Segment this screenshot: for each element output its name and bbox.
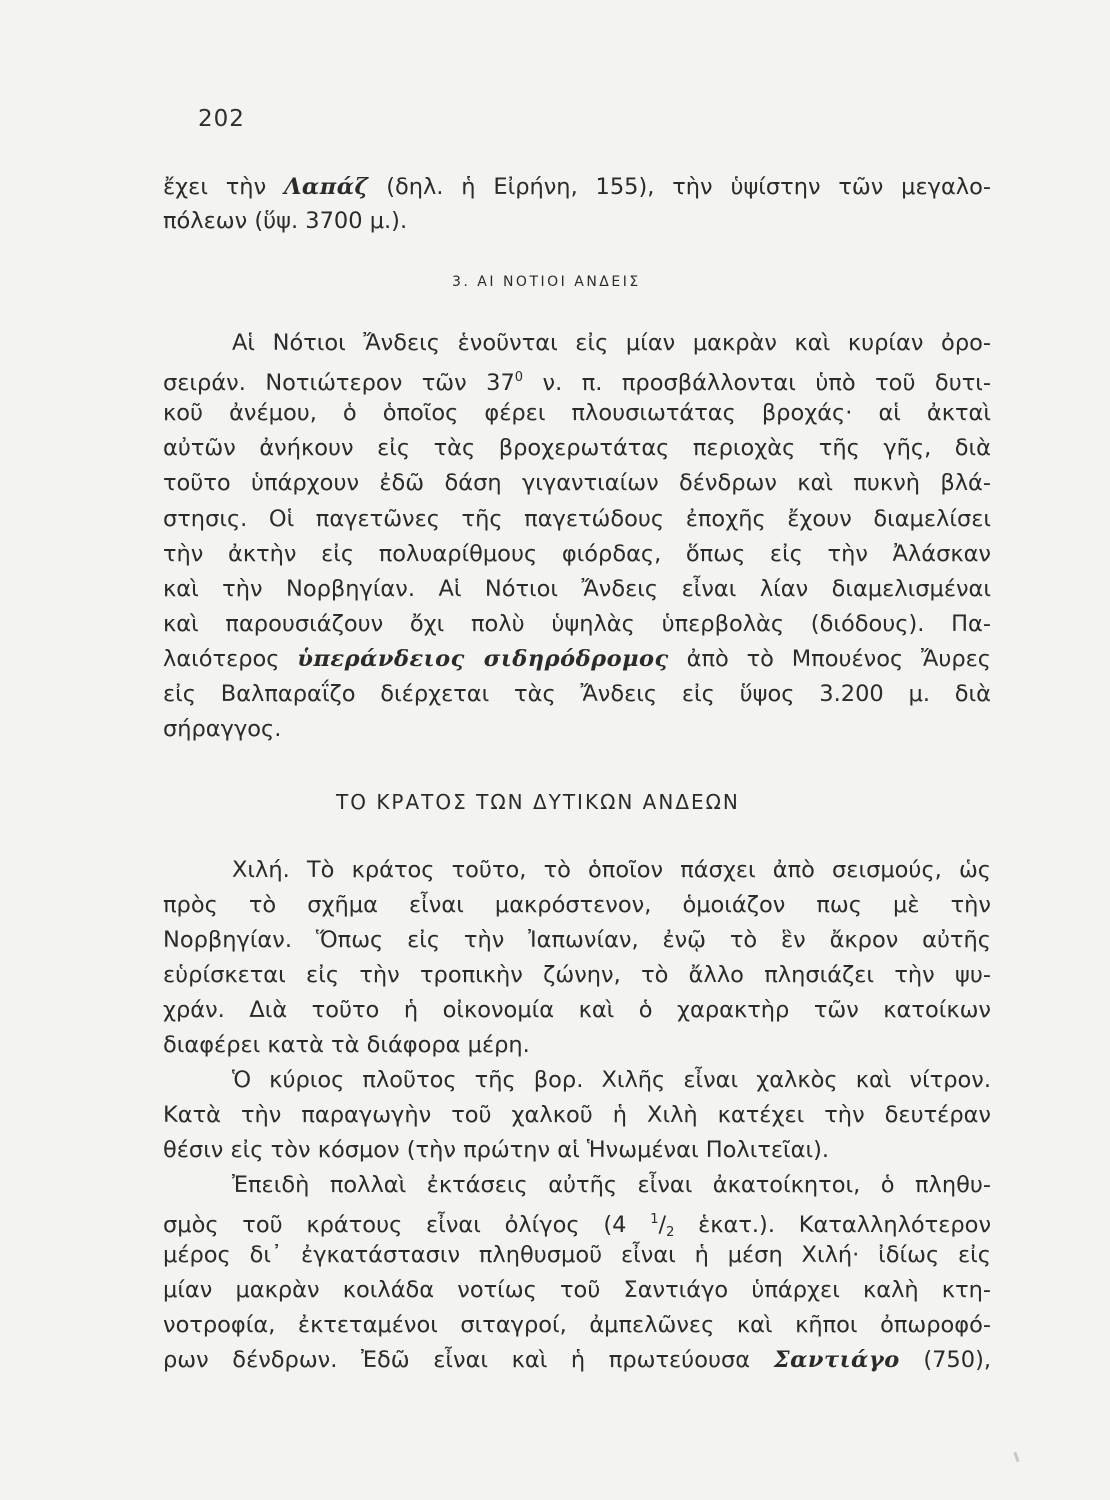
text-fragment: ρων δένδρων. Ἐδῶ εἶναι καὶ ἡ πρωτεύουσα	[163, 1347, 751, 1373]
text-line	[163, 361, 991, 400]
text-line: διαφέρει κατὰ τὰ διάφορα μέρη.	[163, 1032, 530, 1058]
scan-speck	[1013, 1452, 1019, 1462]
text-line: Αἱ Νότιοι Ἄνδεις ἑνοῦνται εἰς μίαν μακρὰν καὶ κυρίαν ὀρο-	[232, 330, 991, 356]
text-fragment: ἑκατ.). Καταλληλότερον	[698, 1212, 992, 1238]
text-fragment: ἀπὸ τὸ Μπουένος Ἄυρες	[686, 646, 991, 672]
text-fragment: σειράν. Νοτιώτερον τῶν 37	[163, 370, 515, 396]
text-fragment: ν. π. προσβάλλονται ὑπὸ τοῦ δυτι-	[542, 370, 991, 396]
text-line: μέρος δι᾽ ἐγκατάστασιν πληθυσμοῦ εἶναι ἡ μέση Χιλή· ἰδίως εἰς	[163, 1242, 991, 1268]
text-line: τὴν ἀκτὴν εἰς πολυαρίθμους φιόρδας, ὅπως εἰς τὴν Ἀλάσκαν	[163, 541, 991, 567]
text-line: πρὸς τὸ σχῆμα εἶναι μακρόστενον, ὁμοιάζον πως μὲ τὴν	[163, 892, 991, 918]
run-in-heading: Χιλή.	[232, 857, 290, 883]
emphasized-term: ὑπεράνδειος σιδηρόδρομος	[297, 646, 669, 672]
text-line	[163, 170, 991, 204]
text-line: πόλεων (ὕψ. 3700 μ.).	[163, 208, 408, 234]
fraction-numerator: 1	[650, 1212, 659, 1227]
text-fragment: σμὸς τοῦ κράτους εἶναι ὀλίγος (4	[163, 1212, 627, 1238]
text-line: Ὁ κύριος πλοῦτος τῆς βορ. Χιλῆς εἶναι χαλκὸς καὶ νίτρον.	[232, 1067, 991, 1093]
section-heading: 3. ΑΙ ΝΟΤΙΟΙ ΑΝΔΕΙΣ	[452, 274, 641, 290]
text-line: κοῦ ἀνέμου, ὁ ὁποῖος φέρει πλουσιωτάτας βροχάς· αἱ ἀκταὶ	[163, 400, 991, 426]
text-line: τοῦτο ὑπάρχουν ἐδῶ δάση γιγαντιαίων δένδρων καὶ πυκνὴ βλά-	[163, 470, 991, 496]
text-fragment: λαιότερος	[163, 646, 280, 672]
text-line: σήραγγος.	[163, 716, 282, 742]
text-fragment: ἔχει τὴν	[163, 174, 267, 200]
fraction-denominator: 2	[666, 1225, 675, 1240]
text-line: Κατὰ τὴν παραγωγὴν τοῦ χαλκοῦ ἡ Χιλὴ κατέχει τὴν δευτέραν	[163, 1102, 991, 1128]
text-line: Ἐπειδὴ πολλαὶ ἐκτάσεις αὐτῆς εἶναι ἀκατοίκητοι, ὁ πληθυ-	[232, 1172, 991, 1198]
text-line: αὐτῶν ἀνήκουν εἰς τὰς βροχερωτάτας περιοχὰς τῆς γῆς, διὰ	[163, 435, 991, 461]
text-line: θέσιν εἰς τὸν κόσμον (τὴν πρώτην αἱ Ἡνωμέναι Πολιτεῖαι).	[163, 1137, 830, 1163]
text-line: εἰς Βαλπαραΐζο διέρχεται τὰς Ἄνδεις εἰς ὕψος 3.200 μ. διὰ	[163, 681, 991, 707]
text-line: νοτροφία, ἐκτεταμένοι σιταγροί, ἀμπελῶνες καὶ κῆποι ὀπωροφό-	[163, 1312, 991, 1338]
text-fragment: (δηλ. ἡ Εἰρήνη, 155), τὴν ὑψίστην τῶν μεγαλο-	[386, 174, 991, 200]
text-line: μίαν μακρὰν κοιλάδα νοτίως τοῦ Σαντιάγο ὑπάρχει καλὴ κτη-	[163, 1277, 991, 1303]
emphasized-term: Σαντιάγο	[773, 1347, 900, 1373]
fraction-slash: /	[658, 1212, 667, 1238]
text-fragment: (750),	[923, 1347, 991, 1373]
page-number: 202	[198, 106, 245, 132]
text-line	[232, 853, 991, 887]
text-line: καὶ τὴν Νορβηγίαν. Αἱ Νότιοι Ἄνδεις εἶναι λίαν διαμελισμέναι	[163, 576, 991, 602]
text-line: Νορβηγίαν. Ὅπως εἰς τὴν Ἰαπωνίαν, ἐνῷ τὸ ἓν ἄκρον αὐτῆς	[163, 927, 991, 953]
text-line	[163, 642, 991, 676]
text-fragment: Τὸ κράτος τοῦτο, τὸ ὁποῖον πάσχει ἀπὸ σεισμούς, ὡς	[306, 857, 991, 883]
text-line: στησις. Οἱ παγετῶνες τῆς παγετώδους ἐποχῆς ἔχουν διαμελίσει	[163, 506, 991, 532]
state-heading: ΤΟ ΚΡΑΤΟΣ ΤΩΝ ΔΥΤΙΚΩΝ ΑΝΔΕΩΝ	[336, 790, 740, 814]
degree-superscript: 0	[514, 370, 524, 385]
text-line: εὑρίσκεται εἰς τὴν τροπικὴν ζώνην, τὸ ἄλλο πλησιάζει τὴν ψυ-	[163, 962, 991, 988]
text-line	[163, 1343, 991, 1377]
emphasized-term: Λαπάζ	[283, 174, 369, 200]
text-line: χράν. Διὰ τοῦτο ἡ οἰκονομία καὶ ὁ χαρακτὴρ τῶν κατοίκων	[163, 997, 991, 1023]
text-line: καὶ παρουσιάζουν ὄχι πολὺ ὑψηλὰς ὑπερβολὰς (διόδους). Πα-	[163, 611, 991, 637]
